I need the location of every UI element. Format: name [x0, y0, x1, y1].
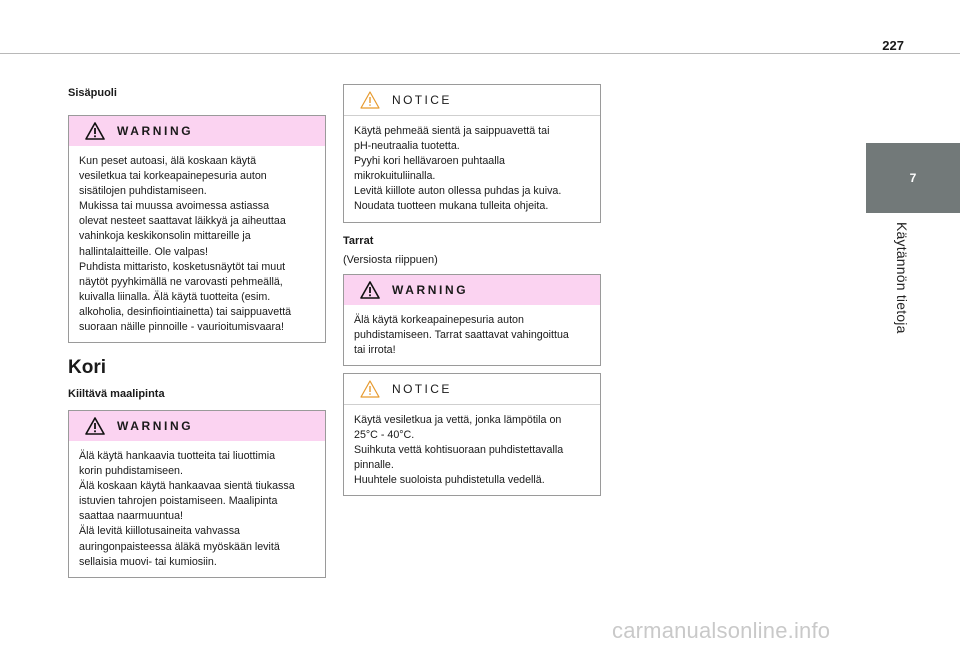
notice-text: Käytä pehmeää sientä ja saippuavettä tai pH-neutraalia tuotetta. Pyyhi kori hellävaroen puhtaalla mikrokuituliinalla. Levitä kiillote auton ollessa puhdas ja kuiva. Noudata tuotteen mukana tulleita ohjeita. — [354, 125, 562, 213]
section-heading-interior: Sisäpuoli — [68, 87, 117, 99]
chapter-title: Käytännön tietoja — [894, 222, 910, 334]
stickers-version-note: (Versiosta riippuen) — [343, 254, 438, 266]
watermark: carmanualsonline.info — [612, 618, 831, 643]
notice-box-care — [343, 84, 601, 223]
warning-header — [69, 116, 325, 146]
warning-text: Älä käytä korkeapainepesuria auton puhdistamiseen. Tarrat saattavat vahingoittua tai irrota! — [354, 314, 569, 357]
warning-header — [69, 411, 325, 441]
warning-triangle-icon — [85, 417, 105, 435]
notice-triangle-icon — [360, 91, 380, 109]
subheading-paint: Kiiltävä maalipinta — [68, 388, 165, 400]
warning-box-stickers — [343, 274, 601, 366]
notice-text: Käytä vesiletkua ja vettä, jonka lämpötila on 25°C - 40°C. Suihkuta vettä kohtisuoraan puhdistettavalla pinnalle. Huuhtele suoloista puhdistetulla vedellä. — [354, 414, 564, 487]
section-heading-body: Kori — [68, 357, 106, 378]
warning-text: Älä käytä hankaavia tuotteita tai liuottimia korin puhdistamiseen. Älä koskaan käytä hankaavaa sientä tiukassa istuvien tahrojen poistamiseen. Maalipinta saattaa naarmuuntua! Älä levitä kiillotusaineita vahvassa auringonpaisteessa äläkä myöskään levitä sellaisia muovi- tai kumiosiin. — [79, 450, 295, 568]
warning-triangle-icon — [360, 281, 380, 299]
warning-label: WARNING — [392, 283, 469, 297]
section-heading-stickers: Tarrat — [343, 235, 374, 247]
warning-label: WARNING — [117, 419, 194, 433]
chapter-number: 7 — [909, 171, 917, 185]
chapter-tab[interactable] — [866, 143, 960, 213]
warning-triangle-icon — [85, 122, 105, 140]
warning-box-paint — [68, 410, 326, 578]
warning-text: Kun peset autoasi, älä koskaan käytä vesiletkua tai korkeapainepesuria auton sisätilojen puhdistamiseen. Mukissa tai muussa avoimessa astiassa olevat nesteet saattavat läikkyä ja aiheuttaa vahinkoja keskikonsolin mittareille ja hallintalaitteille. Ole valpas! Puhdista mittaristo, kosketusnäytöt tai muut näytöt pyyhkimällä ne varovasti pehmeällä, kuivalla liinalla. Älä käytä tuotteita (esim. alkoholia, desinfiointiainetta) tai saippuavettä suoraan näille pinnoille - vaurioitumisvaara! — [79, 155, 292, 334]
notice-label: NOTICE — [392, 93, 452, 107]
notice-header — [344, 374, 600, 405]
notice-label: NOTICE — [392, 382, 452, 396]
page-number: 227 — [882, 38, 904, 53]
warning-box-interior — [68, 115, 326, 343]
warning-header — [344, 275, 600, 305]
notice-triangle-icon — [360, 380, 380, 398]
top-divider — [0, 53, 960, 54]
notice-header — [344, 85, 600, 116]
warning-label: WARNING — [117, 124, 194, 138]
notice-box-washing — [343, 373, 601, 496]
